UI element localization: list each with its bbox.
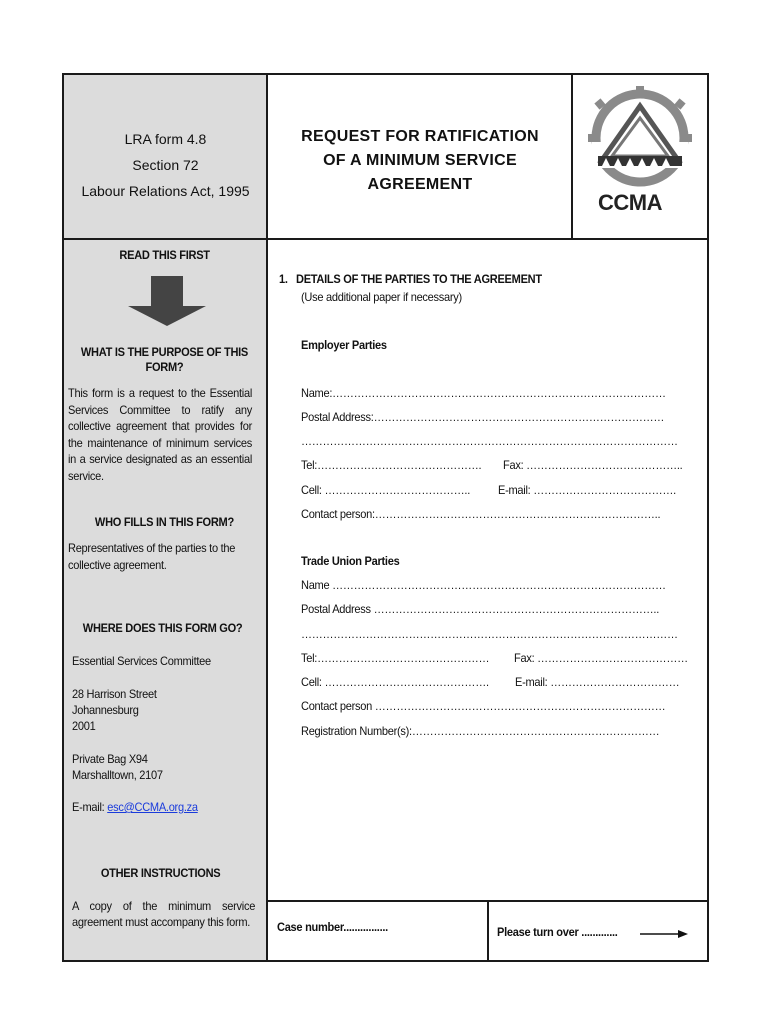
- address-line-3: 2001: [72, 719, 96, 733]
- where-heading: WHERE DOES THIS FORM GO?: [82, 621, 243, 635]
- where-line: Essential Services Committee: [72, 654, 211, 668]
- logo-divider: [571, 75, 573, 239]
- other-text: A copy of the minimum service agreement must accompany this form.: [72, 899, 256, 929]
- title-line-2: OF A MINIMUM SERVICE: [323, 152, 517, 169]
- postal-line-2: Marshalltown, 2107: [72, 768, 163, 782]
- case-number-field[interactable]: Case number................: [277, 920, 388, 934]
- email-label: E-mail:: [72, 800, 108, 814]
- employer-fax-field[interactable]: Fax: ……………………………………..: [503, 458, 683, 472]
- who-text: Representatives of the parties to the collective agreement.: [68, 541, 236, 572]
- logo-text: CCMA: [598, 190, 662, 215]
- union-name-field[interactable]: Name …………………………………………………………………………………: [301, 578, 666, 592]
- form-ref: LRA form 4.8: [124, 131, 207, 147]
- employer-postal-field[interactable]: Postal Address:………………………………………………………………………: [301, 410, 665, 424]
- footer-cell-divider: [487, 900, 489, 961]
- section-note: (Use additional paper if necessary): [301, 290, 462, 304]
- section-number: 1.: [279, 272, 288, 286]
- union-postal-field[interactable]: Postal Address ……………………………………………………………………..: [301, 602, 660, 616]
- act-ref: Labour Relations Act, 1995: [81, 183, 250, 199]
- postal-address: [72, 751, 256, 783]
- employer-tel-field[interactable]: Tel:……………………………………….: [301, 458, 482, 472]
- purpose-heading-line-1: WHAT IS THE PURPOSE OF THIS: [80, 345, 249, 359]
- ccma-logo: [580, 82, 702, 232]
- employer-cell-field[interactable]: Cell: …………………………………..: [301, 483, 471, 497]
- section-heading: [279, 272, 573, 286]
- employer-name-field[interactable]: Name:…………………………………………………………………………………: [301, 386, 666, 400]
- union-tel-field[interactable]: Tel:…………………………………………: [301, 651, 490, 665]
- other-heading: OTHER INSTRUCTIONS: [100, 866, 221, 880]
- page-title: [270, 125, 570, 197]
- address-line-2: Johannesburg: [72, 703, 139, 717]
- employer-email-field[interactable]: E-mail: ………………………………….: [498, 483, 676, 497]
- postal-line-1: Private Bag X94: [72, 752, 148, 766]
- section-title: DETAILS OF THE PARTIES TO THE AGREEMENT: [295, 272, 542, 286]
- union-fax-field[interactable]: Fax: ……………………………………: [514, 651, 688, 665]
- header-divider: [64, 238, 708, 240]
- employer-contact-field[interactable]: Contact person:……………………………………………………………………..: [301, 507, 661, 521]
- address-line-1: 28 Harrison Street: [72, 687, 157, 701]
- union-email-field[interactable]: E-mail: ………………………………: [515, 675, 680, 689]
- union-contact-field[interactable]: Contact person ………………………………………………………………………: [301, 699, 666, 713]
- union-cell-field[interactable]: Cell: ……………………………………….: [301, 675, 489, 689]
- column-divider: [266, 75, 268, 961]
- form-reference-block: [64, 126, 267, 204]
- purpose-text: This form is a request to the Essential Services Committee to ratify any collective agreement that provides for the maintenance of minimum services in a service designated as an essential service.: [68, 386, 252, 483]
- union-heading: Trade Union Parties: [301, 554, 400, 568]
- union-registration-field[interactable]: Registration Number(s):……………………………………………………………: [301, 724, 660, 738]
- purpose-heading-line-2: FORM?: [145, 360, 184, 374]
- employer-postal-field-2[interactable]: ……………………………………………………………………………………………: [301, 434, 678, 448]
- turn-over-label: Please turn over .............: [497, 925, 618, 939]
- right-arrow-icon: [640, 926, 688, 936]
- ccma-logo-icon: [580, 82, 702, 192]
- section-ref: Section 72: [132, 157, 199, 173]
- purpose-heading: [66, 345, 263, 375]
- employer-heading: Employer Parties: [301, 338, 387, 352]
- who-heading: WHO FILLS IN THIS FORM?: [94, 515, 234, 529]
- title-line-3: AGREEMENT: [367, 176, 473, 193]
- union-postal-field-2[interactable]: ……………………………………………………………………………………………: [301, 627, 678, 641]
- down-arrow-icon: [128, 276, 206, 326]
- email-link[interactable]: esc@CCMA.org.za: [107, 800, 198, 814]
- email-line: [72, 800, 256, 814]
- read-first-heading: READ THIS FIRST: [119, 248, 210, 262]
- title-line-1: REQUEST FOR RATIFICATION: [301, 128, 539, 145]
- street-address: [72, 686, 256, 734]
